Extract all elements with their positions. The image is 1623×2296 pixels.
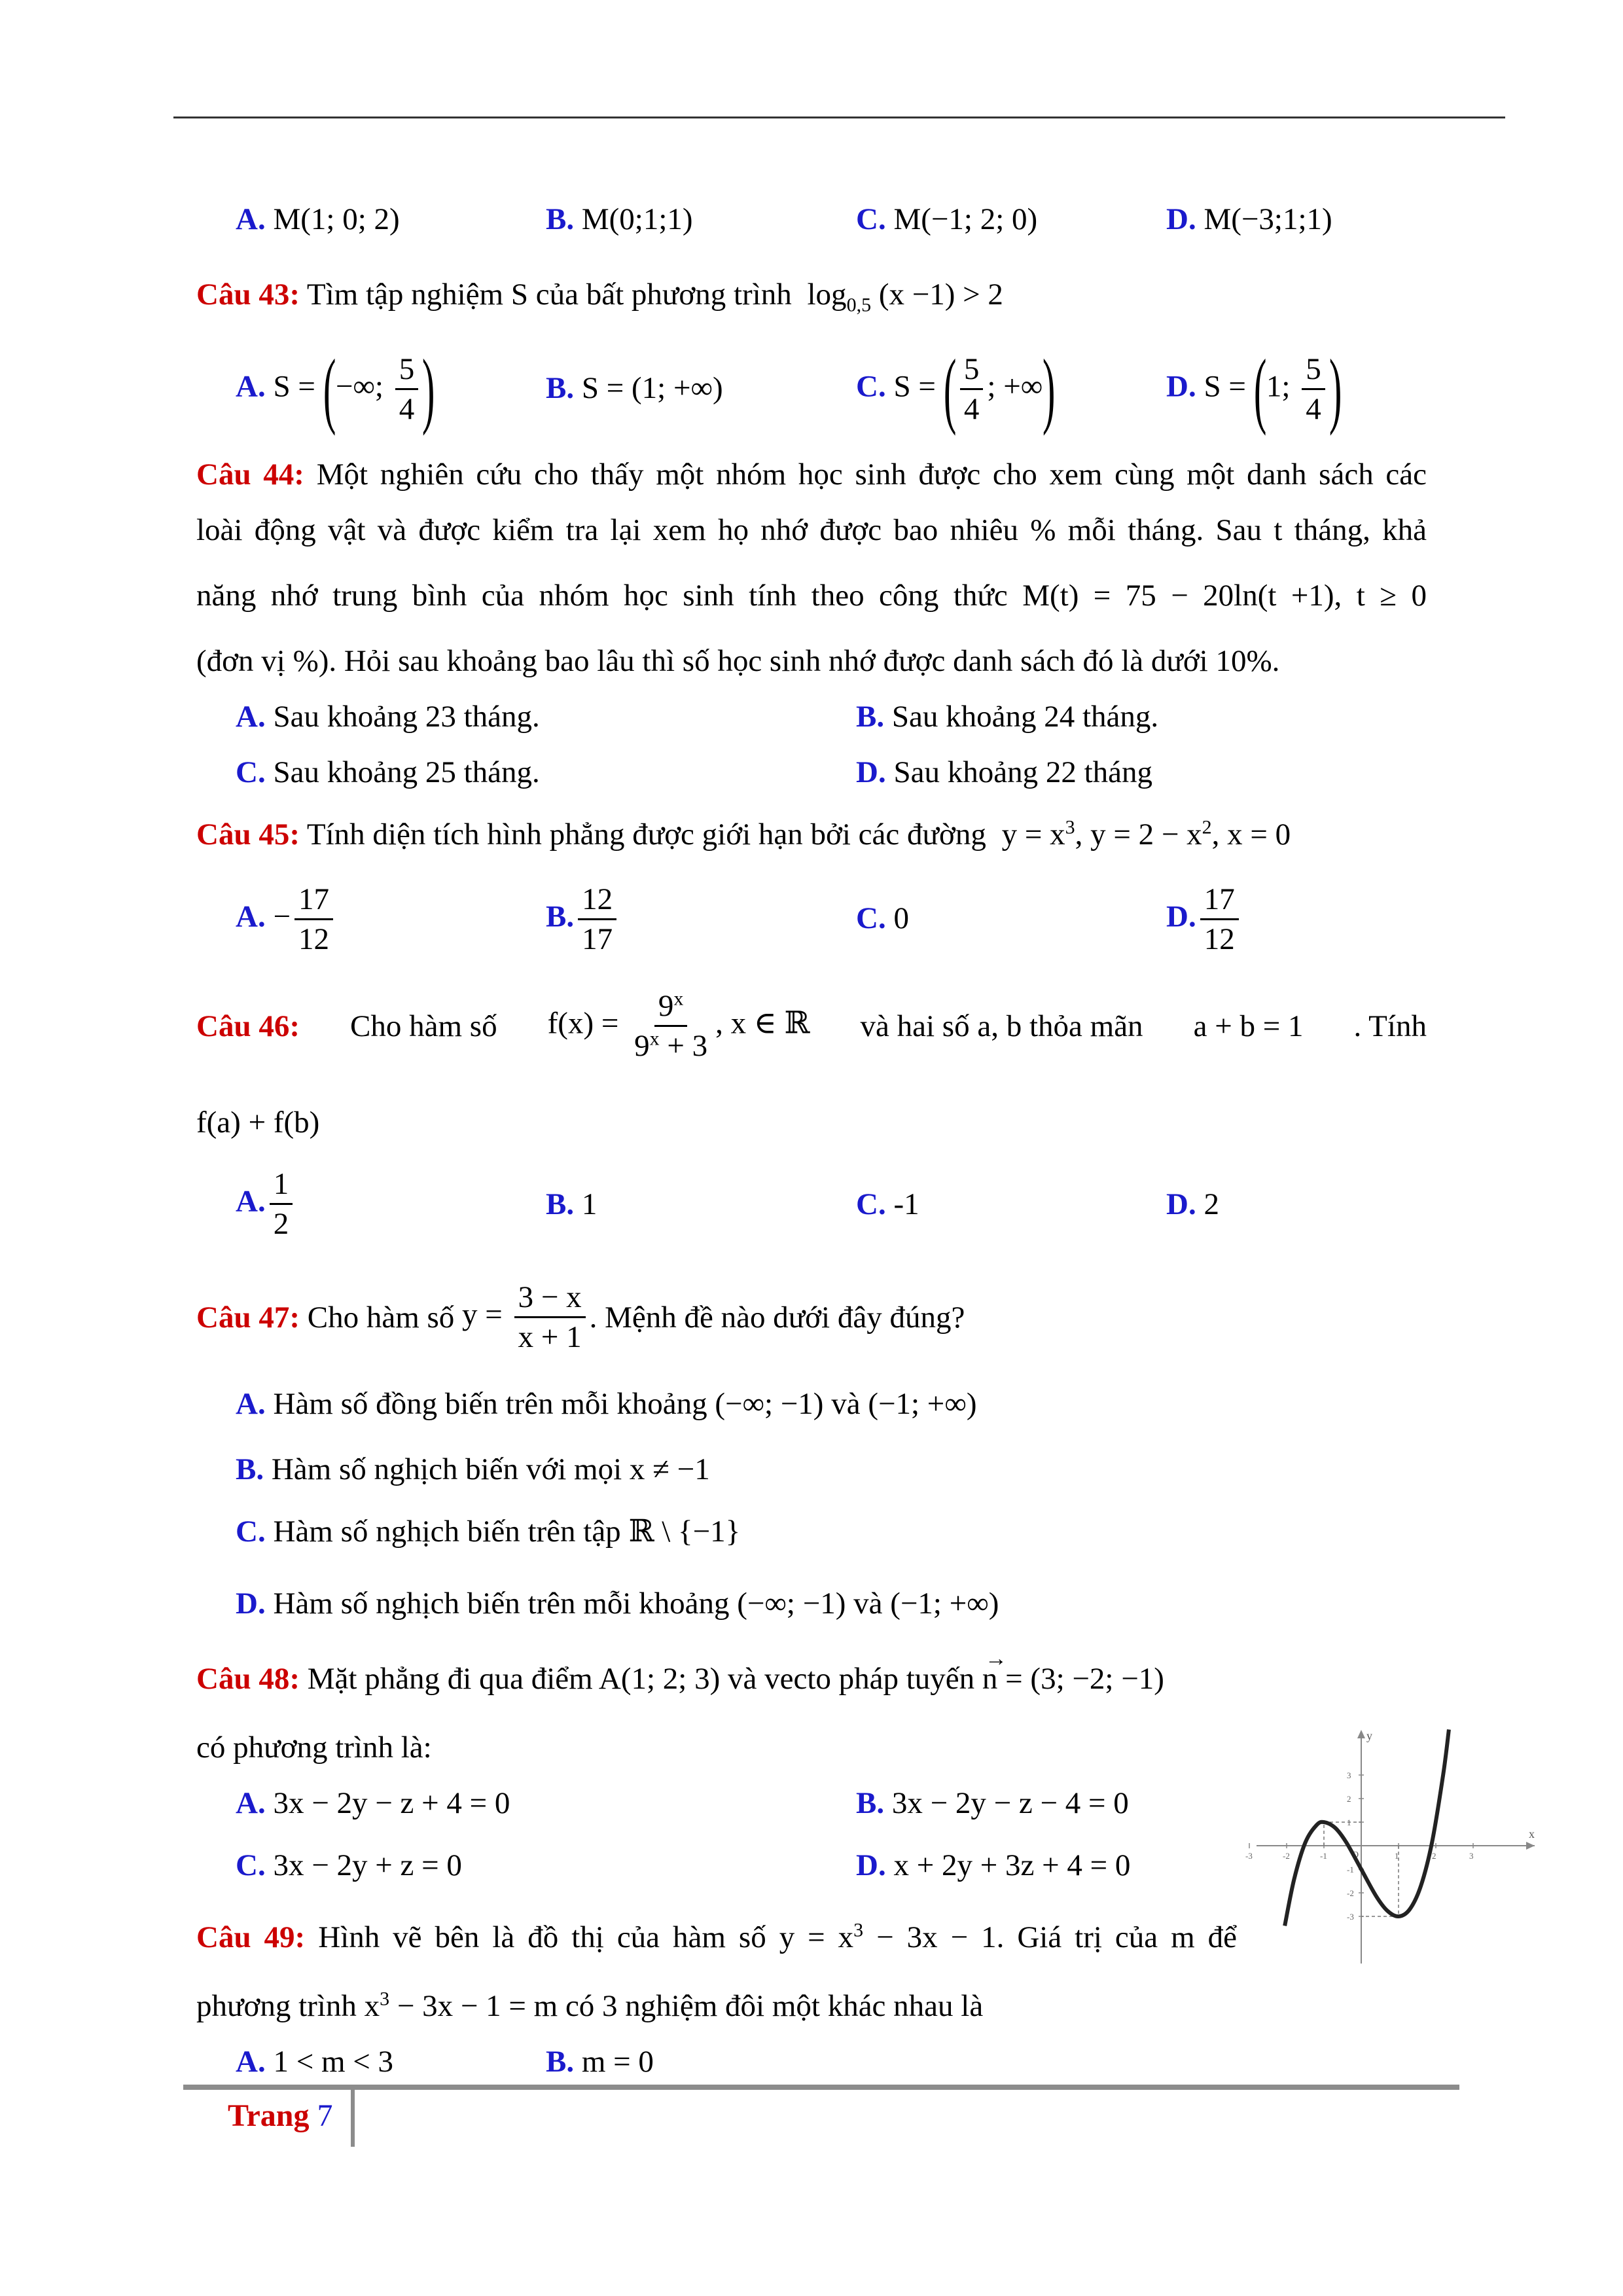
q45-option-b: B. $\frac{12}{17}$ — [546, 880, 620, 958]
q43-options — [196, 342, 1427, 437]
q44-options-row-1 — [196, 697, 1427, 736]
q43-option-c: C. S = ( $\frac{5}{4}$ ; +∞) — [856, 342, 1056, 437]
q44-line-1: Câu 44: Một nghiên cứu cho thấy một nhóm học sinh được cho xem cùng một danh sách các — [196, 457, 1427, 492]
q42-option-a: A. M(1; 0; 2) — [236, 202, 400, 236]
graph-x-tick-label: -2 — [1283, 1851, 1290, 1861]
q48-stem: Câu 48: Mặt phẳng đi qua điểm A(1; 2; 3) và vecto pháp tuyến → n = (3; −2; −1) — [196, 1647, 1164, 1696]
q47-option-d: D. Hàm số nghịch biến trên mỗi khoảng (−∞; −1) và (−1; +∞) — [236, 1587, 999, 1621]
q48-option-a: A. 3x − 2y − z + 4 = 0 — [236, 1786, 510, 1820]
graph-y-arrow-icon — [1357, 1730, 1365, 1738]
graph-origin-label: O — [1352, 1850, 1359, 1860]
q45-options — [196, 880, 1427, 959]
graph-x-tick-label: 1 — [1395, 1851, 1399, 1861]
q44-line-3: năng nhớ trung bình của nhóm học sinh tính theo công thức M(t) = 75 − 20ln(t +1), t ≥ 0 — [196, 579, 1427, 613]
q49-stem: Câu 49: Hình vẽ bên là đồ thị của hàm số $y = x^3 - 3x - 1$. Giá trị của m để — [196, 1919, 1237, 1954]
graph-y-tick-label: 1 — [1347, 1818, 1351, 1827]
graph-x-tick-label: 2 — [1432, 1851, 1436, 1861]
graph-y-tick-label: -3 — [1347, 1912, 1354, 1922]
q49-line-2: phương trình $x^3 - 3x - 1 = m$ có 3 nghiệm đôi một khác nhau là — [196, 1988, 984, 2023]
graph-y-tick-label: 3 — [1347, 1770, 1351, 1780]
graph-x-tick-label: 3 — [1469, 1851, 1474, 1861]
q47-option-a: A. Hàm số đồng biến trên mỗi khoảng (−∞; −1) và (−1; +∞) — [236, 1387, 977, 1421]
q46-option-a: A. $\frac{1}{2}$ — [236, 1165, 296, 1243]
q46-option-d: D. 2 — [1166, 1187, 1219, 1221]
q48-option-c: C. 3x − 2y + z = 0 — [236, 1848, 462, 1882]
graph-curve — [1285, 1730, 1449, 1926]
graph-y-tick-label: -2 — [1347, 1888, 1354, 1898]
q49-option-b: B. m = 0 — [546, 2045, 654, 2079]
q48-option-d: D. x + 2y + 3z + 4 = 0 — [856, 1848, 1131, 1882]
q48-line-2: có phương trình là: — [196, 1731, 432, 1765]
page-footer: Trang 7 — [228, 2098, 333, 2133]
q47-option-c: C. Hàm số nghịch biến trên tập ℝ \ {−1} — [236, 1515, 741, 1549]
q49-options — [196, 2042, 1427, 2081]
q42-option-d: D. M(−3;1;1) — [1166, 202, 1332, 236]
q47-option-b: B. Hàm số nghịch biến với mọi x ≠ −1 — [236, 1452, 710, 1486]
graph-x-arrow-icon — [1526, 1842, 1535, 1850]
q49-option-a: A. 1 < m < 3 — [236, 2045, 394, 2079]
q46-stem: Câu 46: Cho hàm số f(x) = $\frac{9^x}{9^x + 3}$ , x ∈ ℝ và hai số a, b thỏa mãn a + b = 1 . Tính — [196, 988, 1427, 1063]
q44-option-d: D. Sau khoảng 22 tháng — [856, 755, 1152, 789]
q42-option-b: B. M(0;1;1) — [546, 202, 693, 236]
q45-option-d: D. $\frac{17}{12}$ — [1166, 880, 1243, 958]
graph-y-tick-label: -1 — [1347, 1865, 1354, 1874]
q46-line-2: f(a) + f(b) — [196, 1105, 320, 1139]
q48-option-b: B. 3x − 2y − z − 4 = 0 — [856, 1786, 1129, 1820]
header-rule — [173, 117, 1505, 118]
q44-line-4: (đơn vị %). Hỏi sau khoảng bao lâu thì số học sinh nhớ được danh sách đó là dưới 10%. — [196, 644, 1280, 678]
q42-options — [196, 200, 1427, 239]
q45-stem: Câu 45: Tính diện tích hình phẳng được giới hạn bởi các đường $y = x^3$, $y = 2 - x^2$, x = 0 — [196, 816, 1291, 852]
q44-option-b: B. Sau khoảng 24 tháng. — [856, 700, 1159, 734]
q44-options-row-2 — [196, 753, 1427, 792]
q43-option-d: D. S = (1; $\frac{5}{4}$ ) — [1166, 342, 1342, 437]
graph-y-label: y — [1366, 1729, 1372, 1742]
q44-line-2: loài động vật và được kiểm tra lại xem họ nhớ được bao nhiêu % mỗi tháng. Sau t tháng, khả — [196, 513, 1427, 547]
q45-option-a: A. − $\frac{17}{12}$ — [236, 880, 337, 958]
q44-option-c: C. Sau khoảng 25 tháng. — [236, 755, 540, 789]
footer-divider — [351, 2087, 355, 2147]
q48-options-row-1 — [196, 1784, 1427, 1823]
q43-option-b: B. S = (1; +∞) — [546, 371, 723, 405]
q44-option-a: A. Sau khoảng 23 tháng. — [236, 700, 540, 734]
q43-stem: Câu 43: Tìm tập nghiệm S của bất phương trình $\log_{0,5} (x -1) > 2$ — [196, 278, 1003, 316]
q45-option-c: C. 0 — [856, 901, 909, 935]
graph-x-tick-label: -1 — [1320, 1851, 1327, 1861]
q49-cubic-graph — [1245, 1728, 1538, 1964]
q48-options-row-2 — [196, 1846, 1427, 1885]
graph-y-tick-label: 2 — [1347, 1794, 1351, 1804]
q46-option-c: C. -1 — [856, 1187, 919, 1221]
graph-x-label: x — [1529, 1827, 1535, 1840]
q42-option-c: C. M(−1; 2; 0) — [856, 202, 1038, 236]
q43-option-a: A. S = (−∞; $\frac{5}{4}$ ) — [236, 342, 435, 437]
graph-x-tick-label: -3 — [1245, 1851, 1253, 1861]
q47-stem: Câu 47: Cho hàm số y = $\frac{3 - x}{x + 1}$ . Mệnh đề nào dưới đây đúng? — [196, 1276, 1427, 1358]
footer-rule — [183, 2085, 1459, 2090]
q46-option-b: B. 1 — [546, 1187, 597, 1221]
q46-options — [196, 1165, 1427, 1247]
